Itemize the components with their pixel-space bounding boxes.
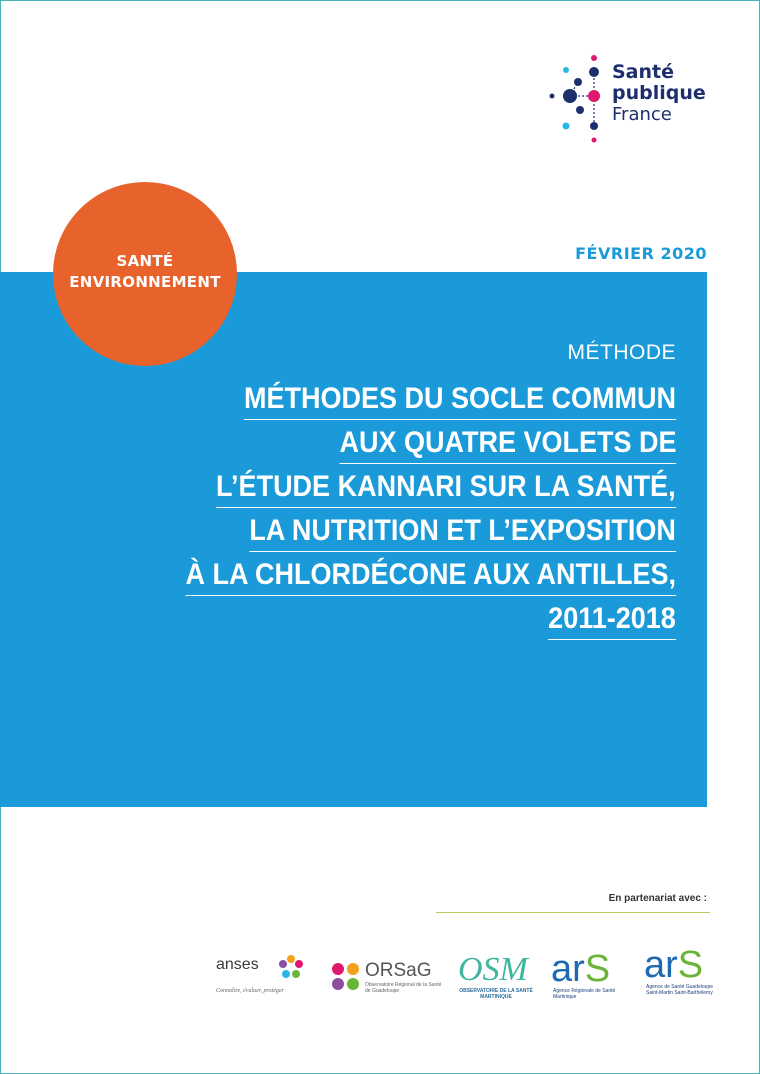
anses-logo	[216, 954, 316, 1004]
title-line: MÉTHODES DU SOCLE COMMUN	[244, 382, 676, 420]
spf-name-line3: France	[612, 104, 672, 125]
theme-line1: SANTÉ	[116, 252, 174, 270]
ars-guadeloupe-logo	[644, 946, 726, 1006]
theme-badge	[53, 182, 237, 366]
osm-logo	[458, 952, 538, 1012]
ars-guadeloupe-name-a: ar	[644, 944, 678, 986]
anses-name: anses	[216, 956, 259, 973]
title-line: 2011-2018	[548, 602, 676, 640]
spf-wordmark	[612, 62, 706, 125]
partners-label: En partenariat avec :	[608, 893, 707, 904]
osm-name: OSM	[458, 951, 528, 988]
document-type: MÉTHODE	[567, 341, 676, 364]
document-title	[76, 382, 676, 646]
theme-line2: ENVIRONNEMENT	[69, 273, 221, 291]
ars-martinique-name-a: ar	[551, 948, 585, 990]
orsag-name: ORSaG	[365, 960, 432, 981]
title-line: À LA CHLORDÉCONE AUX ANTILLES,	[186, 558, 677, 596]
title-line: L’ÉTUDE KANNARI SUR LA SANTÉ,	[216, 470, 676, 508]
title-line: LA NUTRITION ET L’EXPOSITION	[249, 514, 676, 552]
anses-flower-icon	[278, 954, 304, 980]
spf-name-line1: Santé	[612, 61, 675, 83]
spf-logo	[548, 52, 718, 144]
ars-guadeloupe-name	[644, 946, 726, 984]
partners-divider	[436, 912, 710, 913]
osm-subtitle: OBSERVATOIRE DE LA SANTÉ MARTINIQUE	[459, 988, 533, 1000]
molecule-logo-icon	[548, 52, 610, 144]
orsag-logo	[331, 958, 443, 1002]
ars-guadeloupe-subtitle: Agence de Santé Guadeloupe Saint-Martin Saint-Barthélemy	[646, 984, 713, 996]
spf-name-line2: publique	[612, 82, 706, 104]
orsag-icons-icon	[331, 962, 361, 992]
orsag-subtitle: Observatoire Régional de la Santé de Guadeloupe	[365, 982, 442, 994]
ars-martinique-name	[551, 950, 633, 988]
title-line: AUX QUATRE VOLETS DE	[339, 426, 676, 464]
ars-martinique-logo	[551, 950, 633, 1010]
anses-tagline: Connaître, évaluer, protéger	[216, 988, 284, 994]
publication-date: FÉVRIER 2020	[575, 244, 707, 263]
ars-martinique-subtitle: Agence Régionale de Santé Martinique	[553, 988, 616, 1000]
ars-guadeloupe-name-s: S	[677, 944, 704, 986]
ars-martinique-name-s: S	[584, 948, 611, 990]
